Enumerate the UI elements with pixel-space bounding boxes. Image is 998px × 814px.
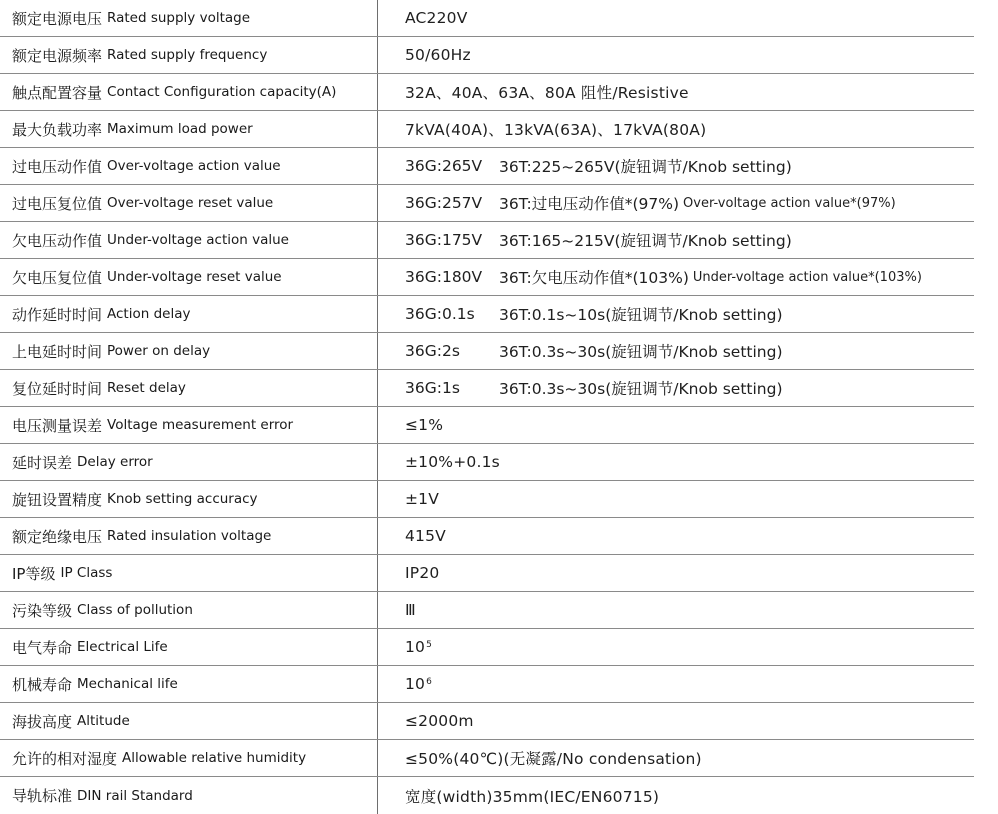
table-row — [0, 148, 974, 185]
table-row — [0, 777, 974, 814]
value-exponent: 6 — [426, 677, 432, 687]
table-row — [0, 481, 974, 518]
table-row — [0, 185, 974, 222]
parameter-cn: 海拔高度 — [12, 712, 73, 731]
parameter-cn: 动作延时时间 — [12, 305, 103, 324]
value-cell — [378, 222, 974, 258]
value-text: 50/60Hz — [405, 46, 471, 64]
parameter-cell — [0, 518, 378, 554]
parameter-en: Power on delay — [107, 343, 211, 359]
parameter-en: Maximum load power — [107, 121, 253, 137]
parameter-en: Mechanical life — [77, 676, 178, 692]
parameter-cn: 额定电源电压 — [12, 9, 103, 28]
value-cell — [378, 296, 974, 332]
parameter-cell — [0, 296, 378, 332]
value-cell — [378, 370, 974, 406]
value-text: ≤50%(40℃)(无凝露/No condensation) — [405, 750, 702, 768]
value-cell — [378, 148, 974, 184]
parameter-cn: 允许的相对湿度 — [12, 749, 118, 768]
value-text: ±1V — [405, 490, 440, 508]
value-text: IP20 — [405, 564, 440, 582]
value-36t: 36T:0.3s~30s(旋钮调节/Knob setting) — [499, 343, 783, 361]
parameter-cn: 电压测量误差 — [12, 416, 103, 435]
value-36t: 36T:0.3s~30s(旋钮调节/Knob setting) — [499, 380, 783, 398]
value-text: Ⅲ — [405, 601, 416, 619]
parameter-cn: 上电延时时间 — [12, 342, 103, 361]
value-text: 宽度(width)35mm(IEC/EN60715) — [405, 787, 660, 806]
table-row — [0, 37, 974, 74]
parameter-cell — [0, 407, 378, 443]
parameter-cn: 欠电压复位值 — [12, 268, 103, 287]
parameter-en: IP Class — [60, 565, 113, 581]
value-cell — [378, 703, 974, 739]
value-text: AC220V — [405, 9, 468, 27]
value-36g: 36G:2s — [405, 342, 460, 360]
value-cell — [378, 111, 974, 147]
value-cell — [378, 37, 974, 73]
table-row — [0, 222, 974, 259]
value-36g: 36G:265V — [405, 157, 483, 175]
value-36g: 36G:257V — [405, 194, 483, 212]
parameter-cell — [0, 629, 378, 665]
value-cell — [378, 666, 974, 702]
value-text: 10 — [405, 638, 426, 656]
value-text: 10 — [405, 675, 426, 693]
value-36g: 36G:0.1s — [405, 305, 475, 323]
value-text: ≤2000m — [405, 712, 474, 730]
parameter-en: Under-voltage action value — [107, 232, 289, 248]
value-exponent: 5 — [426, 640, 432, 650]
parameter-en: Knob setting accuracy — [107, 491, 258, 507]
table-row — [0, 703, 974, 740]
value-cell — [378, 740, 974, 776]
parameter-en: Class of pollution — [77, 602, 193, 618]
parameter-cell — [0, 740, 378, 776]
parameter-cell — [0, 37, 378, 73]
value-36t-en: Over-voltage action value*(97%) — [683, 195, 896, 211]
parameter-cn: IP等级 — [12, 564, 56, 583]
parameter-en: DIN rail Standard — [77, 787, 193, 804]
value-text: ±10%+0.1s — [405, 453, 500, 471]
parameter-cell — [0, 777, 378, 814]
parameter-en: Rated insulation voltage — [107, 528, 272, 544]
table-row — [0, 0, 974, 37]
parameter-en: Contact Configuration capacity(A) — [107, 84, 337, 100]
parameter-cn: 过电压复位值 — [12, 194, 103, 213]
value-cell — [378, 407, 974, 443]
value-text: 415V — [405, 527, 446, 545]
parameter-en: Over-voltage reset value — [107, 195, 274, 211]
value-cell — [378, 592, 974, 628]
parameter-cn: 导轨标准 — [12, 787, 73, 805]
parameter-en: Under-voltage reset value — [107, 269, 282, 285]
value-cell — [378, 333, 974, 369]
value-cell — [378, 74, 974, 110]
parameter-cell — [0, 111, 378, 147]
parameter-cell — [0, 185, 378, 221]
parameter-cn: 电气寿命 — [12, 638, 73, 657]
value-cell — [378, 777, 974, 814]
table-row — [0, 629, 974, 666]
value-cell — [378, 518, 974, 554]
parameter-en: Over-voltage action value — [107, 158, 281, 174]
value-cell — [378, 555, 974, 591]
parameter-en: Electrical Life — [77, 639, 168, 655]
value-36g: 36G:1s — [405, 379, 460, 397]
value-cell — [378, 629, 974, 665]
value-text: 7kVA(40A)、13kVA(63A)、17kVA(80A) — [405, 121, 707, 139]
value-36t: 36T:过电压动作值*(97%) — [499, 195, 680, 213]
value-cell — [378, 185, 974, 221]
value-36t: 36T:欠电压动作值*(103%) — [499, 269, 689, 287]
parameter-en: Reset delay — [107, 380, 186, 396]
table-row — [0, 370, 974, 407]
table-row — [0, 555, 974, 592]
parameter-cell — [0, 444, 378, 480]
parameter-en: Action delay — [107, 306, 191, 322]
parameter-cell — [0, 592, 378, 628]
parameter-cell — [0, 74, 378, 110]
parameter-cell — [0, 259, 378, 295]
parameter-cell — [0, 703, 378, 739]
parameter-cell — [0, 222, 378, 258]
parameter-cell — [0, 666, 378, 702]
parameter-cell — [0, 333, 378, 369]
table-row — [0, 592, 974, 629]
table-row — [0, 259, 974, 296]
value-36g: 36G:180V — [405, 268, 483, 286]
parameter-cell — [0, 370, 378, 406]
table-row — [0, 74, 974, 111]
value-cell — [378, 481, 974, 517]
table-row — [0, 407, 974, 444]
value-36t: 36T:0.1s~10s(旋钮调节/Knob setting) — [499, 306, 783, 324]
table-row — [0, 666, 974, 703]
parameter-cell — [0, 481, 378, 517]
value-text: ≤1% — [405, 416, 444, 434]
value-36g: 36G:175V — [405, 231, 483, 249]
parameter-cn: 污染等级 — [12, 601, 73, 620]
parameter-cn: 最大负载功率 — [12, 120, 103, 139]
parameter-cn: 触点配置容量 — [12, 83, 103, 102]
parameter-cn: 延时误差 — [12, 453, 73, 472]
parameter-cell — [0, 0, 378, 36]
value-text: 32A、40A、63A、80A 阻性/Resistive — [405, 84, 689, 102]
parameter-cn: 额定绝缘电压 — [12, 527, 103, 546]
value-cell — [378, 259, 974, 295]
parameter-en: Rated supply voltage — [107, 10, 251, 26]
parameter-en: Altitude — [77, 713, 130, 729]
value-36t: 36T:225~265V(旋钮调节/Knob setting) — [499, 158, 792, 176]
parameter-en: Allowable relative humidity — [122, 750, 307, 766]
parameter-en: Delay error — [77, 454, 153, 470]
value-cell — [378, 444, 974, 480]
table-row — [0, 740, 974, 777]
parameter-cell — [0, 555, 378, 591]
parameter-cn: 欠电压动作值 — [12, 231, 103, 250]
parameter-en: Rated supply frequency — [107, 47, 268, 63]
value-36t-en: Under-voltage action value*(103%) — [692, 269, 922, 285]
parameter-cn: 过电压动作值 — [12, 157, 103, 176]
parameter-cn: 旋钮设置精度 — [12, 490, 103, 509]
table-row — [0, 111, 974, 148]
parameter-cell — [0, 148, 378, 184]
parameter-cn: 复位延时时间 — [12, 379, 103, 398]
parameter-cn: 机械寿命 — [12, 675, 73, 694]
table-row — [0, 296, 974, 333]
parameter-cn: 额定电源频率 — [12, 46, 103, 65]
table-row — [0, 444, 974, 481]
table-row — [0, 518, 974, 555]
value-cell — [378, 0, 974, 36]
parameter-en: Voltage measurement error — [107, 417, 294, 433]
table-row — [0, 333, 974, 370]
value-36t: 36T:165~215V(旋钮调节/Knob setting) — [499, 232, 792, 250]
